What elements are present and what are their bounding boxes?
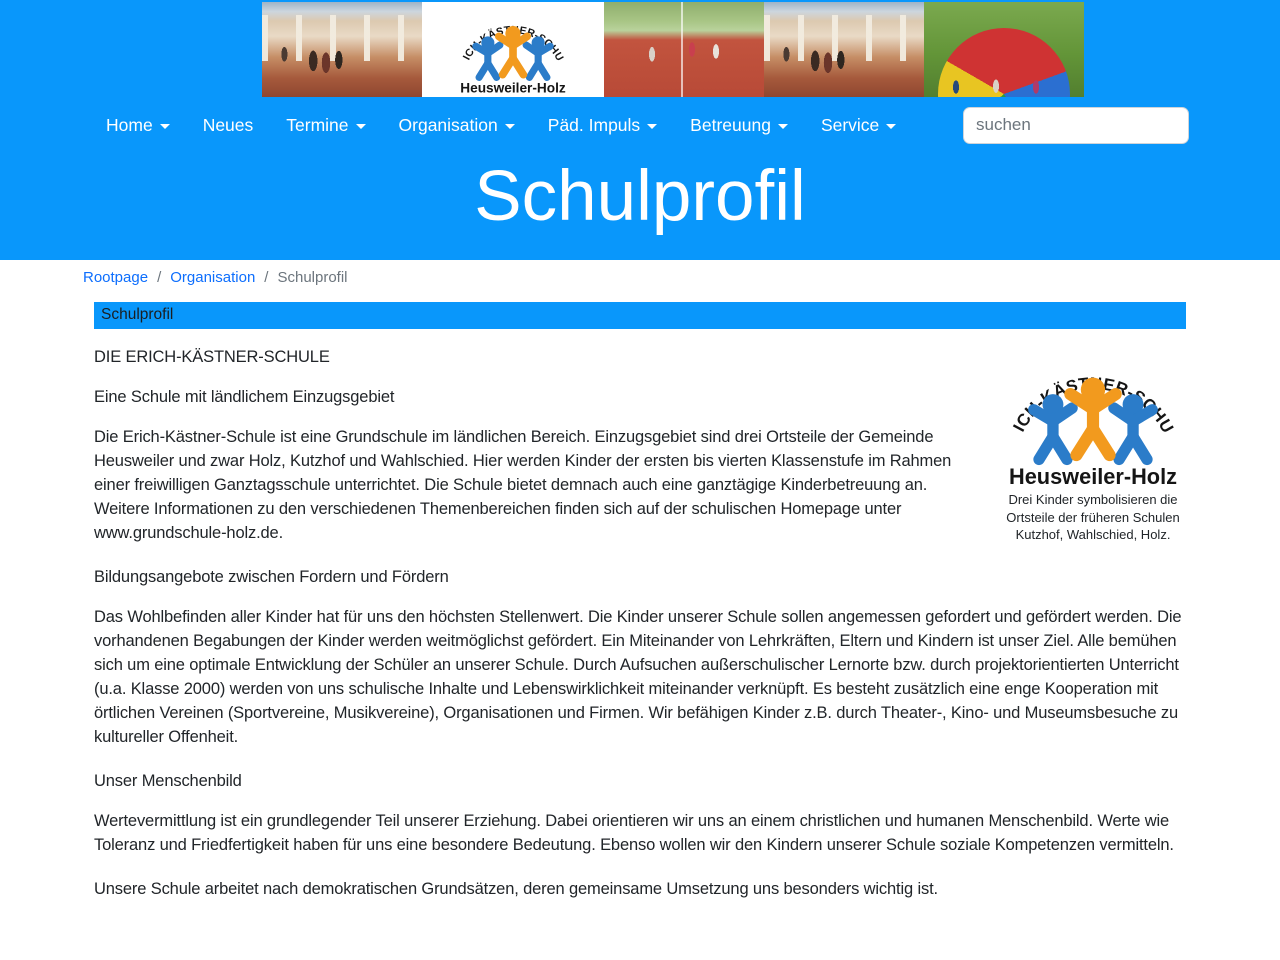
school-logo-icon [434, 3, 592, 96]
paragraph: DIE ERICH-KÄSTNER-SCHULE [94, 347, 330, 366]
nav-item-label: Home [106, 114, 153, 135]
hero-banner [0, 153, 1280, 260]
breadcrumb-item-rootpage[interactable]: Rootpage [83, 269, 149, 286]
breadcrumb-separator: / [157, 269, 162, 286]
banner-strip [0, 0, 1280, 97]
nav-item-label: Termine [286, 114, 349, 135]
breadcrumb-separator: / [264, 269, 269, 286]
logo-caption: Drei Kinder symbolisieren die Ortsteile der früheren Schulen Kutzhof, Wahlschied, Holz. [1006, 491, 1180, 543]
nav-item-label: Päd. Impuls [547, 114, 641, 135]
paragraph: Das Wohlbefinden aller Kinder hat für uns den höchsten Stellenwert. Die Kinder unserer Schule sollen angemessen gefordert und gefördert werden. Die vorhandenen Begabungen der Kinder werden weitmöglichst gefördert. Ein Miteinander von Lehrkräften, Eltern und Kindern ist unser Ziel. Alle bemühen sich um eine optimale Entwicklung der Schüler an unserer Schule. Durch Aufsuchen außerschulischer Lernorte bzw. durch projektorientierten Unterricht (u.a. Klasse 2000) werden von uns schulische Inhalte und Lebenswirklichkeit miteinander verknüpft. Es besteht zusätzlich eine enge Kooperation mit örtlichen Vereinen (Sportvereine, Musikvereine), Organisationen und Firmen. Wir befähigen Kinder z.B. durch Theater-, Kino- und Museumsbesuche zu kultureller Offenheit. [94, 607, 1182, 746]
page-header [0, 0, 1280, 260]
chevron-down-icon [778, 124, 788, 129]
nav-item-p-d-impuls[interactable] [548, 115, 657, 136]
school-logo-icon-large [1003, 341, 1183, 489]
page-title: Schulprofil [474, 157, 806, 236]
section-heading: Unsere Schule arbeitet nach demokratischen Grundsätzen, deren gemeinsame Umsetzung uns besonders wichtig ist. [94, 879, 938, 898]
banner-photo-covered-walkway [764, 2, 924, 97]
chevron-down-icon [886, 124, 896, 129]
nav-item-neues[interactable] [203, 115, 254, 136]
school-logo-figure [1000, 341, 1186, 545]
main-navbar [0, 97, 1280, 153]
breadcrumb [0, 260, 1280, 286]
chevron-down-icon [160, 124, 170, 129]
nav-item-home[interactable] [106, 115, 170, 136]
section-heading: Unser Menschenbild [94, 771, 242, 790]
breadcrumb-item-schulprofil: Schulprofil [277, 269, 348, 286]
paragraph: Eine Schule mit ländlichem Einzugsgebiet [94, 387, 395, 406]
nav-item-label: Betreuung [690, 114, 771, 135]
banner-photo-parachute-game [924, 2, 1084, 97]
nav-item-termine[interactable] [286, 115, 365, 136]
nav-item-label: Neues [202, 114, 254, 135]
section-header-bar: Schulprofil [94, 302, 1186, 329]
nav-menu [106, 115, 896, 136]
banner-photo-schoolyard-walkway [262, 2, 422, 97]
banner-school-logo [422, 2, 604, 97]
paragraph: Die Erich-Kästner-Schule ist eine Grundschule im ländlichen Bereich. Einzugsgebiet sind drei Ortsteile der Gemeinde Heusweiler und zwar Holz, Kutzhof und Wahlschied. Hier werden Kinder der ersten bis vierten Klassenstufe im Rahmen einer freiwilligen Ganztagsschule unterrichtet. Die Schule bietet demnach auch eine ganztägige Kinderbetreuung an. Weitere Informationen zu den verschiedenen Themenbereichen finden sich auf der schulischen Homepage unter www.grundschule-holz.de. [94, 427, 952, 542]
banner-photo-sports-court [604, 2, 764, 97]
search-input[interactable] [963, 107, 1189, 144]
chevron-down-icon [356, 124, 366, 129]
paragraph: Wertevermittlung ist ein grundlegender Teil unserer Erziehung. Dabei orientieren wir uns an einem christlichen und humanen Menschenbild. Werte wie Toleranz und Friedfertigkeit haben für uns eine besondere Bedeutung. Ebenso wollen wir den Kindern unserer Schule soziale Kompetenzen vermitteln. [94, 811, 1174, 854]
nav-item-betreuung[interactable] [690, 115, 788, 136]
section-heading: Bildungsangebote zwischen Fordern und Fördern [94, 567, 449, 586]
chevron-down-icon [647, 124, 657, 129]
nav-item-label: Service [820, 114, 880, 135]
nav-item-organisation[interactable] [399, 115, 515, 136]
chevron-down-icon [505, 124, 515, 129]
main-content [94, 302, 1186, 901]
nav-item-label: Organisation [398, 114, 498, 135]
breadcrumb-item-organisation[interactable]: Organisation [170, 269, 256, 286]
nav-item-service[interactable] [821, 115, 896, 136]
